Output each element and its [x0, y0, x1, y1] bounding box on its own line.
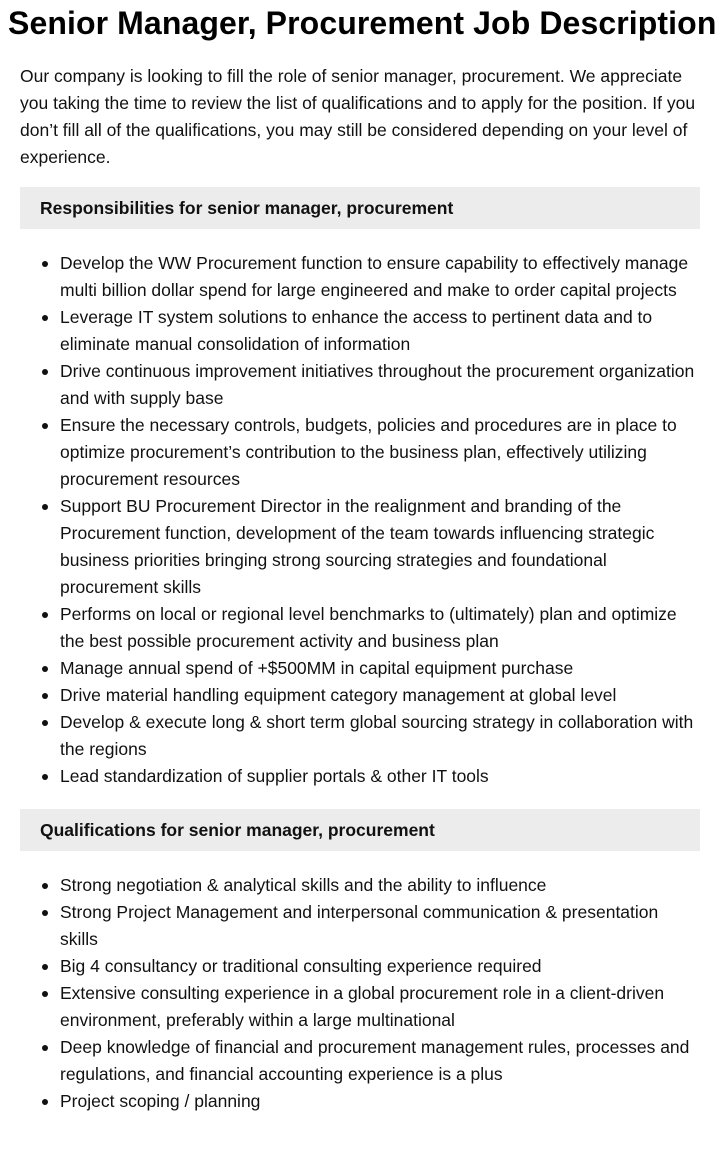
- list-item: [60, 250, 700, 304]
- list-item-text: Big 4 consultancy or traditional consulting experience required: [60, 956, 542, 976]
- list-item-text: Develop the WW Procurement function to ensure capability to effectively manage multi billion dollar spend for large engineered and make to order capital projects: [60, 253, 689, 300]
- list-item-text: Leverage IT system solutions to enhance the access to pertinent data and to eliminate manual consolidation of information: [60, 307, 653, 354]
- list-item: [60, 709, 700, 763]
- list-item-text: Deep knowledge of financial and procurement management rules, processes and regulations, and financial accounting experience is a plus: [60, 1037, 690, 1084]
- qualifications-heading: Qualifications for senior manager, procurement: [40, 819, 435, 840]
- list-item-text: Drive continuous improvement initiatives throughout the procurement organization and with supply base: [60, 361, 695, 408]
- responsibilities-header: [20, 187, 700, 229]
- bullet-icon: [42, 964, 48, 970]
- list-item-text: Drive material handling equipment category management at global level: [60, 685, 617, 705]
- list-item-text: Lead standardization of supplier portals & other IT tools: [60, 766, 489, 786]
- list-item: [60, 655, 700, 682]
- list-item-text: Ensure the necessary controls, budgets, policies and procedures are in place to optimize procurement’s contribution to the business plan, effectively utilizing procurement resources: [60, 415, 677, 489]
- bullet-icon: [42, 315, 48, 321]
- job-content: [0, 63, 720, 1115]
- bullet-icon: [42, 883, 48, 889]
- bullet-icon: [42, 612, 48, 618]
- bullet-icon: [42, 504, 48, 510]
- list-item-text: Strong Project Management and interpersonal communication & presentation skills: [60, 902, 659, 949]
- page-title: Senior Manager, Procurement Job Description: [8, 5, 717, 41]
- responsibilities-list: [20, 250, 700, 790]
- list-item: [60, 358, 700, 412]
- intro-paragraph: Our company is looking to fill the role of senior manager, procurement. We appreciate you taking the time to review the list of qualifications and to apply for the position. If you don’t fill all of the qualifications, you may still be considered depending on your level of experience.: [20, 66, 696, 167]
- list-item-text: Develop & execute long & short term global sourcing strategy in collaboration with the regions: [60, 712, 694, 759]
- bullet-icon: [42, 666, 48, 672]
- list-item: [60, 953, 700, 980]
- bullet-icon: [42, 991, 48, 997]
- bullet-icon: [42, 720, 48, 726]
- bullet-icon: [42, 774, 48, 780]
- list-item: [60, 601, 700, 655]
- list-item: [60, 763, 700, 790]
- list-item-text: Extensive consulting experience in a global procurement role in a client-driven environment, preferably within a large multinational: [60, 983, 665, 1030]
- bullet-icon: [42, 910, 48, 916]
- bullet-icon: [42, 261, 48, 267]
- responsibilities-heading: Responsibilities for senior manager, procurement: [40, 197, 454, 218]
- list-item-text: Performs on local or regional level benchmarks to (ultimately) plan and optimize the best possible procurement activity and business plan: [60, 604, 677, 651]
- list-item-text: Support BU Procurement Director in the realignment and branding of the Procurement function, development of the team towards influencing strategic business priorities bringing strong sourcing strategies and foundational procurement skills: [60, 496, 655, 597]
- list-item-text: Manage annual spend of +$500MM in capital equipment purchase: [60, 658, 574, 678]
- list-item-text: Strong negotiation & analytical skills and the ability to influence: [60, 875, 547, 895]
- list-item: [60, 899, 700, 953]
- list-item: [60, 304, 700, 358]
- list-item: [60, 1034, 700, 1088]
- list-item-text: Project scoping / planning: [60, 1091, 261, 1111]
- list-item: [60, 493, 700, 601]
- list-item: [60, 682, 700, 709]
- bullet-icon: [42, 369, 48, 375]
- bullet-icon: [42, 693, 48, 699]
- list-item: [60, 412, 700, 493]
- qualifications-list: [20, 872, 700, 1115]
- list-item: [60, 980, 700, 1034]
- qualifications-header: [20, 809, 700, 851]
- bullet-icon: [42, 1099, 48, 1105]
- bullet-icon: [42, 1045, 48, 1051]
- list-item: [60, 1088, 700, 1115]
- list-item: [60, 872, 700, 899]
- bullet-icon: [42, 423, 48, 429]
